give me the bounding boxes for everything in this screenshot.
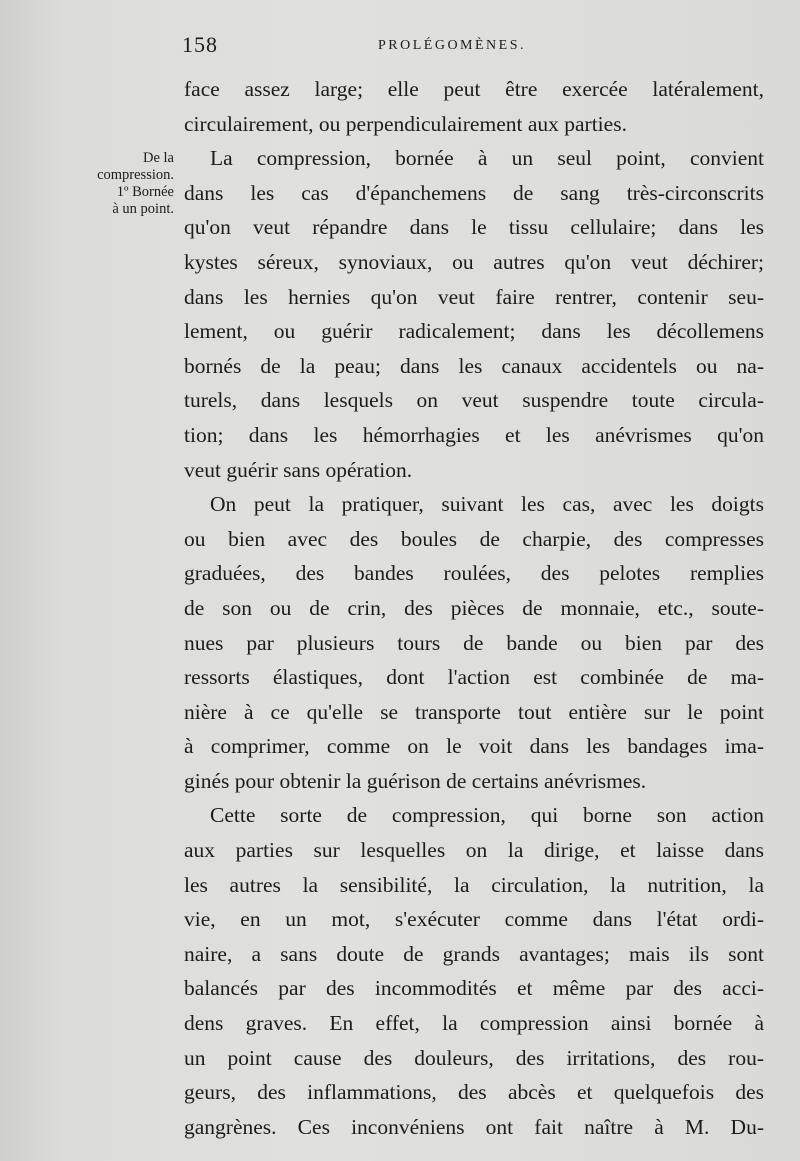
text-line: ressorts élastiques, dont l'action est combinée de ma- (184, 665, 764, 690)
text-line: de son ou de crin, des pièces de monnaie, etc., soute- (184, 595, 764, 620)
text-line: turels, dans lesquels on veut suspendre toute circula- (184, 388, 764, 413)
text-line: nière à ce qu'elle se transporte tout entière sur le point (184, 699, 764, 724)
text-line: dens graves. En effet, la compression ainsi bornée à (184, 1011, 764, 1036)
text-line: balancés par des incommodités et même par des acci- (184, 976, 764, 1001)
text-line: un point cause des douleurs, des irritations, des rou- (184, 1045, 764, 1070)
text-line: bornés de la peau; dans les canaux accidentels ou na- (184, 353, 764, 378)
text-line: qu'on veut répandre dans le tissu cellulaire; dans les (184, 215, 764, 240)
text-line: On peut la pratiquer, suivant les cas, avec les doigts (210, 492, 764, 517)
margin-note-line: De la (143, 150, 174, 166)
running-title: PROLÉGOMÈNES. (378, 38, 527, 53)
text-line: La compression, bornée à un seul point, convient (210, 146, 764, 171)
text-line: à comprimer, comme on le voit dans les bandages ima- (184, 734, 764, 759)
text-line: dans les cas d'épanchemens de sang très-circonscrits (184, 180, 764, 205)
text-line: les autres la sensibilité, la circulation, la nutrition, la (184, 872, 764, 897)
text-line: tion; dans les hémorrhagies et les anévrismes qu'on (184, 422, 764, 447)
text-line: aux parties sur lesquelles on la dirige, et laisse dans (184, 838, 764, 863)
text-line: ou bien avec des boules de charpie, des compresses (184, 526, 764, 551)
text-line: naire, a sans doute de grands avantages; mais ils sont (184, 941, 764, 966)
body-text (184, 72, 764, 1144)
page-number: 158 (182, 32, 218, 57)
text-line: veut guérir sans opération. (184, 457, 413, 482)
text-line: nues par plusieurs tours de bande ou bien par des (184, 630, 764, 655)
margin-note-line: 1º Bornée (116, 184, 174, 200)
text-line: lement, ou guérir radicalement; dans les décollemens (184, 319, 764, 344)
text-line: gangrènes. Ces inconvéniens ont fait naître à M. Du- (184, 1114, 764, 1139)
text-line: kystes séreux, synoviaux, ou autres qu'on veut déchirer; (184, 249, 764, 274)
text-line: graduées, des bandes roulées, des pelotes remplies (184, 561, 764, 586)
text-line: ginés pour obtenir la guérison de certains anévrismes. (184, 768, 647, 793)
text-line: circulairement, ou perpendiculairement aux parties. (184, 111, 627, 136)
text-line: geurs, des inflammations, des abcès et quelquefois des (184, 1080, 764, 1105)
margin-note (64, 150, 174, 218)
margin-note-line: compression. (97, 167, 174, 183)
margin-note-line: à un point. (112, 201, 174, 217)
text-line: Cette sorte de compression, qui borne son action (210, 803, 764, 828)
text-line: dans les hernies qu'on veut faire rentrer, contenir seu- (184, 284, 764, 309)
text-line: vie, en un mot, s'exécuter comme dans l'état ordi- (184, 907, 764, 932)
text-line: face assez large; elle peut être exercée latéralement, (184, 77, 764, 101)
